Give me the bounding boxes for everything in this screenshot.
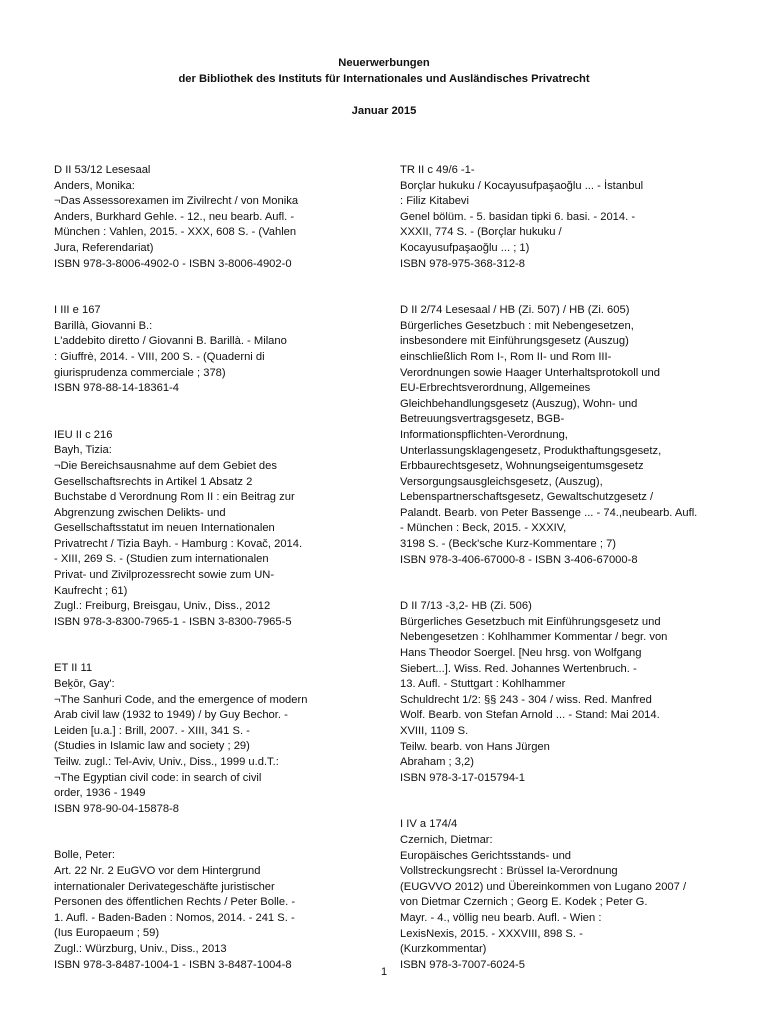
entry-line: Hans Theodor Soergel. [Neu hrsg. von Wolfgang [400, 647, 642, 660]
entry-line: (Studies in Islamic law and society ; 29) [54, 740, 250, 753]
entry-line: Anders, Burkhard Gehle. - 12., neu bearb. Aufl. - [54, 210, 295, 223]
entry-line: Abgrenzung zwischen Delikts- und [54, 506, 226, 519]
entry-line: ISBN 978-88-14-18361-4 [54, 382, 180, 395]
entry-line: order, 1936 - 1949 [54, 787, 146, 800]
entry-line: Abraham ; 3,2) [400, 756, 474, 769]
document-title: Neuerwerbungen [338, 57, 430, 69]
entry-line: - München : Beck, 2015. - XXXIV, [400, 522, 567, 535]
entry-line: Beḵōr, Gay': [54, 678, 115, 691]
entry-line: Privatrecht / Tizia Bayh. - Hamburg : Kovač, 2014. [54, 537, 303, 550]
entry-line: TR II c 49/6 -1- [400, 164, 475, 176]
entry-line: ISBN 978-975-368-312-8 [400, 257, 526, 270]
entry-line: Nebengesetzen : Kohlhammer Kommentar / begr. von [400, 631, 668, 644]
entry-line: Privat- und Zivilprozessrecht sowie zum UN- [54, 569, 275, 582]
entry-line: ISBN 978-3-7007-6024-5 [400, 958, 526, 971]
entry-line: Anders, Monika: [54, 179, 135, 192]
entry-line: Informationspflichten-Verordnung, [400, 428, 568, 441]
entry-line: LexisNexis, 2015. - XXXVIII, 898 S. - [400, 927, 583, 940]
catalog-entry [400, 599, 735, 786]
entry-line: D II 2/74 Lesesaal / HB (Zi. 507) / HB (Zi. 605) [400, 304, 630, 317]
entry-line: Bolle, Peter: [54, 849, 115, 862]
entry-line: Europäisches Gerichtsstands- und [400, 849, 572, 862]
entry-line: Palandt. Bearb. von Peter Bassenge ... - 74.,neubearb. Aufl. [400, 506, 698, 519]
entry-line: : Filiz Kitabevi [400, 195, 470, 208]
entry-line: ¬The Egyptian civil code: in search of civil [54, 771, 262, 784]
entry-line: internationaler Derivategeschäfte juristischer [54, 880, 275, 893]
entry-line: : Giuffrè, 2014. - VIII, 200 S. - (Quaderni di [54, 350, 265, 363]
entry-line: 1. Aufl. - Baden-Baden : Nomos, 2014. - 241 S. - [54, 911, 295, 924]
entry-line: Genel bölüm. - 5. basidan tipki 6. basi. - 2014. - [400, 210, 636, 223]
entry-line: ¬The Sanhuri Code, and the emergence of modern [54, 693, 308, 706]
entry-line: ET II 11 [54, 662, 93, 675]
entry-line: D II 7/13 -3,2- HB (Zi. 506) [400, 600, 532, 613]
entry-line: von Dietmar Czernich ; Georg E. Kodek ; Peter G. [400, 896, 648, 909]
entry-line: ISBN 978-3-8006-4902-0 - ISBN 3-8006-4902-0 [54, 257, 292, 270]
entry-line: Bürgerliches Gesetzbuch mit Einführungsgesetz und [400, 615, 661, 628]
entry-line: D II 53/12 Lesesaal [54, 164, 151, 176]
entry-line: Bürgerliches Gesetzbuch : mit Nebengesetzen, [400, 319, 634, 332]
entry-line: XVIII, 1109 S. [400, 725, 469, 737]
catalog-entry [400, 303, 735, 568]
entry-line: XXXII, 774 S. - (Borçlar hukuku / [400, 226, 562, 239]
document-header [0, 55, 768, 119]
entry-line: Teilw. zugl.: Tel-Aviv, Univ., Diss., 1999 u.d.T.: [54, 756, 279, 768]
entry-line: ¬Das Assessorexamen im Zivilrecht / von Monika [54, 195, 299, 208]
entry-line: Schuldrecht 1/2: §§ 243 - 304 / wiss. Red. Manfred [400, 693, 652, 706]
entry-line: Borçlar hukuku / Kocayusufpaşaoğlu ... - İstanbul [400, 179, 644, 192]
entry-line: (EUGVVO 2012) und Übereinkommen von Lugano 2007 / [400, 880, 687, 893]
entry-line: Vollstreckungsrecht : Brüssel Ia-Verordnung [400, 865, 618, 878]
entry-line: München : Vahlen, 2015. - XXX, 608 S. - (Vahlen [54, 226, 297, 239]
catalog-entry [54, 428, 389, 631]
entry-line: ISBN 978-3-8300-7965-1 - ISBN 3-8300-7965-5 [54, 615, 292, 628]
catalog-entry [54, 303, 389, 397]
entry-line: EU-Erbrechtsverordnung, Allgemeines [400, 382, 591, 395]
entry-line: L'addebito diretto / Giovanni B. Barillà. - Milano [54, 335, 287, 348]
entry-line: Lebenspartnerschaftsgesetz, Gewaltschutzgesetz / [400, 491, 654, 504]
entry-line: Jura, Referendariat) [54, 241, 154, 254]
entry-line: Leiden [u.a.] : Brill, 2007. - XIII, 341 S. - [54, 724, 250, 737]
entry-line: Bayh, Tizia: [54, 444, 112, 457]
entry-line: Personen des öffentlichen Rechts / Peter Bolle. - [54, 896, 296, 909]
entry-line: Gesellschaftsstatut im neuen Internationalen [54, 522, 275, 535]
entry-line: IEU II c 216 [54, 428, 113, 441]
entry-line: Unterlassungsklagengesetz, Produkthaftungsgesetz, [400, 444, 662, 457]
entry-line: Zugl.: Würzburg, Univ., Diss., 2013 [54, 942, 227, 955]
left-column [54, 163, 389, 973]
entry-line: Versorgungsausgleichsgesetz, (Auszug), [400, 475, 603, 488]
entry-line: Arab civil law (1932 to 1949) / by Guy Bechor. - [54, 709, 288, 722]
entry-line: Kocayusufpaşaoğlu ... ; 1) [400, 241, 530, 254]
catalog-entry [54, 848, 389, 973]
entry-line: Betreuungsvertragsgesetz, BGB- [400, 413, 565, 426]
entry-line: I IV a 174/4 [400, 818, 458, 831]
entry-line: - XIII, 269 S. - (Studien zum internationalen [54, 553, 269, 566]
entry-line: ISBN 978-3-8487-1004-1 - ISBN 3-8487-1004-8 [54, 958, 292, 971]
entry-line: Kaufrecht ; 61) [54, 584, 128, 597]
catalog-entry [54, 661, 389, 817]
entry-line: Siebert...]. Wiss. Red. Johannes Wertenbruch. - [400, 662, 637, 675]
catalog-entry [54, 163, 389, 272]
entry-line: insbesondere mit Einführungsgesetz (Auszug) [400, 335, 629, 348]
document-subtitle: der Bibliothek des Instituts für Internationales und Ausländisches Privatrecht [178, 73, 590, 85]
entry-line: 13. Aufl. - Stuttgart : Kohlhammer [400, 678, 566, 691]
entry-line: (Ius Europaeum ; 59) [54, 927, 160, 940]
entry-line: ¬Die Bereichsausnahme auf dem Gebiet des [54, 459, 277, 472]
entry-line: Verordnungen sowie Haager Unterhaltsprotokoll und [400, 366, 660, 379]
entry-line: Gesellschaftsrechts in Artikel 1 Absatz 2 [54, 475, 253, 488]
entry-line: Art. 22 Nr. 2 EuGVO vor dem Hintergrund [54, 864, 261, 877]
entry-line: Erbbaurechtsgesetz, Wohnungseigentumsgesetz [400, 460, 644, 473]
entry-line: Mayr. - 4., völlig neu bearb. Aufl. - Wien : [400, 911, 602, 924]
entry-line: 3198 S. - (Beck'sche Kurz-Kommentare ; 7) [400, 538, 617, 551]
page-number: 1 [380, 966, 388, 978]
entry-line: Gleichbehandlungsgesetz (Auszug), Wohn- und [400, 397, 638, 410]
entry-line: ISBN 978-3-406-67000-8 - ISBN 3-406-67000-8 [400, 553, 638, 566]
entry-line: Wolf. Bearb. von Stefan Arnold ... - Stand: Mai 2014. [400, 709, 660, 722]
entry-line: Zugl.: Freiburg, Breisgau, Univ., Diss., 2012 [54, 600, 271, 613]
document-month: Januar 2015 [351, 105, 417, 117]
entry-line: einschließlich Rom I-, Rom II- und Rom III- [400, 350, 612, 363]
entry-line: ISBN 978-3-17-015794-1 [400, 771, 526, 784]
entry-line: Czernich, Dietmar: [400, 833, 493, 846]
catalog-entry [400, 817, 735, 973]
entry-line: ISBN 978-90-04-15878-8 [54, 802, 180, 815]
entry-line: Barillà, Giovanni B.: [54, 319, 153, 332]
entry-line: giurisprudenza commerciale ; 378) [54, 366, 226, 379]
entry-line: Buchstabe d Verordnung Rom II : ein Beitrag zur [54, 491, 295, 504]
entry-line: I III e 167 [54, 304, 101, 317]
entry-line: (Kurzkommentar) [400, 943, 487, 956]
entry-line: Teilw. bearb. von Hans Jürgen [400, 740, 550, 753]
catalog-entry [400, 163, 735, 272]
right-column [400, 163, 735, 973]
